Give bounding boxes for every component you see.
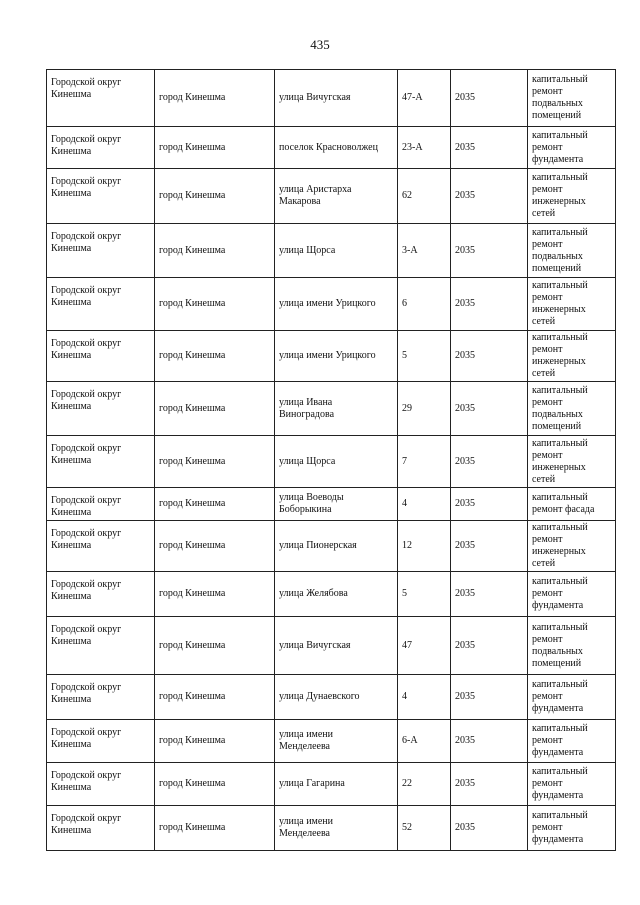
cell-year: 2035 (451, 675, 528, 720)
cell-district: Городской округ Кинешма (47, 169, 155, 224)
cell-house-number: 52 (398, 806, 451, 851)
cell-city: город Кинешма (155, 720, 275, 763)
cell-district: Городской округ Кинешма (47, 675, 155, 720)
table-row (47, 436, 616, 488)
cell-work-type: капитальный ремонт фундамента (528, 572, 616, 617)
cell-district: Городской округ Кинешма (47, 436, 155, 488)
cell-year: 2035 (451, 331, 528, 382)
cell-house-number: 4 (398, 675, 451, 720)
cell-house-number: 4 (398, 488, 451, 521)
cell-house-number: 47-А (398, 70, 451, 127)
cell-district: Городской округ Кинешма (47, 278, 155, 331)
cell-district: Городской округ Кинешма (47, 127, 155, 169)
cell-district: Городской округ Кинешма (47, 720, 155, 763)
cell-year: 2035 (451, 278, 528, 331)
cell-work-type: капитальный ремонт фундамента (528, 675, 616, 720)
cell-street: улица Гагарина (275, 763, 398, 806)
cell-year: 2035 (451, 572, 528, 617)
cell-work-type: капитальный ремонт фундамента (528, 763, 616, 806)
table-row (47, 488, 616, 521)
cell-street: улица имени Менделеева (275, 720, 398, 763)
table-row (47, 382, 616, 436)
cell-year: 2035 (451, 617, 528, 675)
cell-house-number: 3-А (398, 224, 451, 278)
cell-house-number: 6-А (398, 720, 451, 763)
cell-work-type: капитальный ремонт фундамента (528, 127, 616, 169)
cell-work-type: капитальный ремонт инженерных сетей (528, 331, 616, 382)
registry-table (46, 69, 616, 851)
cell-city: город Кинешма (155, 763, 275, 806)
cell-work-type: капитальный ремонт подвальных помещений (528, 70, 616, 127)
table-row (47, 127, 616, 169)
cell-street: улица Желябова (275, 572, 398, 617)
cell-street: улица Щорса (275, 436, 398, 488)
cell-city: город Кинешма (155, 488, 275, 521)
cell-year: 2035 (451, 720, 528, 763)
cell-street: улица Вичугская (275, 617, 398, 675)
cell-street: улица Щорса (275, 224, 398, 278)
page-number: 435 (310, 37, 330, 52)
cell-city: город Кинешма (155, 70, 275, 127)
cell-street: улица Воеводы Боборыкина (275, 488, 398, 521)
cell-city: город Кинешма (155, 127, 275, 169)
cell-work-type: капитальный ремонт инженерных сетей (528, 169, 616, 224)
table-row (47, 521, 616, 572)
cell-year: 2035 (451, 127, 528, 169)
cell-district: Городской округ Кинешма (47, 806, 155, 851)
cell-year: 2035 (451, 521, 528, 572)
cell-street: улица Пионерская (275, 521, 398, 572)
table-row (47, 617, 616, 675)
cell-year: 2035 (451, 224, 528, 278)
cell-district: Городской округ Кинешма (47, 521, 155, 572)
cell-house-number: 7 (398, 436, 451, 488)
cell-work-type: капитальный ремонт инженерных сетей (528, 278, 616, 331)
cell-district: Городской округ Кинешма (47, 617, 155, 675)
cell-year: 2035 (451, 382, 528, 436)
table-row (47, 70, 616, 127)
cell-work-type: капитальный ремонт подвальных помещений (528, 382, 616, 436)
cell-city: город Кинешма (155, 675, 275, 720)
cell-year: 2035 (451, 806, 528, 851)
cell-street: улица имени Урицкого (275, 331, 398, 382)
cell-district: Городской округ Кинешма (47, 224, 155, 278)
cell-house-number: 22 (398, 763, 451, 806)
cell-house-number: 5 (398, 331, 451, 382)
cell-work-type: капитальный ремонт инженерных сетей (528, 521, 616, 572)
cell-house-number: 12 (398, 521, 451, 572)
cell-street: улица имени Урицкого (275, 278, 398, 331)
table-row (47, 278, 616, 331)
cell-city: город Кинешма (155, 806, 275, 851)
registry-table-body (47, 70, 616, 851)
cell-street: улица Вичугская (275, 70, 398, 127)
cell-street: улица Аристарха Макарова (275, 169, 398, 224)
cell-city: город Кинешма (155, 169, 275, 224)
cell-city: город Кинешма (155, 436, 275, 488)
cell-work-type: капитальный ремонт фундамента (528, 806, 616, 851)
cell-house-number: 29 (398, 382, 451, 436)
table-row (47, 331, 616, 382)
cell-year: 2035 (451, 169, 528, 224)
table-row (47, 720, 616, 763)
cell-district: Городской округ Кинешма (47, 331, 155, 382)
table-row (47, 675, 616, 720)
cell-work-type: капитальный ремонт инженерных сетей (528, 436, 616, 488)
cell-house-number: 23-А (398, 127, 451, 169)
cell-work-type: капитальный ремонт фундамента (528, 720, 616, 763)
table-row (47, 572, 616, 617)
cell-street: улица имени Менделеева (275, 806, 398, 851)
cell-work-type: капитальный ремонт подвальных помещений (528, 224, 616, 278)
cell-house-number: 62 (398, 169, 451, 224)
cell-house-number: 47 (398, 617, 451, 675)
table-row (47, 806, 616, 851)
cell-district: Городской округ Кинешма (47, 763, 155, 806)
table-row (47, 224, 616, 278)
cell-year: 2035 (451, 436, 528, 488)
table-row (47, 763, 616, 806)
cell-house-number: 5 (398, 572, 451, 617)
cell-year: 2035 (451, 763, 528, 806)
cell-city: город Кинешма (155, 224, 275, 278)
cell-work-type: капитальный ремонт подвальных помещений (528, 617, 616, 675)
cell-house-number: 6 (398, 278, 451, 331)
cell-city: город Кинешма (155, 278, 275, 331)
cell-district: Городской округ Кинешма (47, 70, 155, 127)
cell-street: поселок Красноволжец (275, 127, 398, 169)
cell-city: город Кинешма (155, 331, 275, 382)
cell-district: Городской округ Кинешма (47, 572, 155, 617)
cell-city: город Кинешма (155, 521, 275, 572)
cell-city: город Кинешма (155, 382, 275, 436)
cell-district: Городской округ Кинешма (47, 488, 155, 521)
cell-work-type: капитальный ремонт фасада (528, 488, 616, 521)
cell-year: 2035 (451, 488, 528, 521)
cell-street: улица Дунаевского (275, 675, 398, 720)
cell-city: город Кинешма (155, 617, 275, 675)
cell-year: 2035 (451, 70, 528, 127)
cell-city: город Кинешма (155, 572, 275, 617)
cell-district: Городской округ Кинешма (47, 382, 155, 436)
cell-street: улица Ивана Виноградова (275, 382, 398, 436)
table-row (47, 169, 616, 224)
